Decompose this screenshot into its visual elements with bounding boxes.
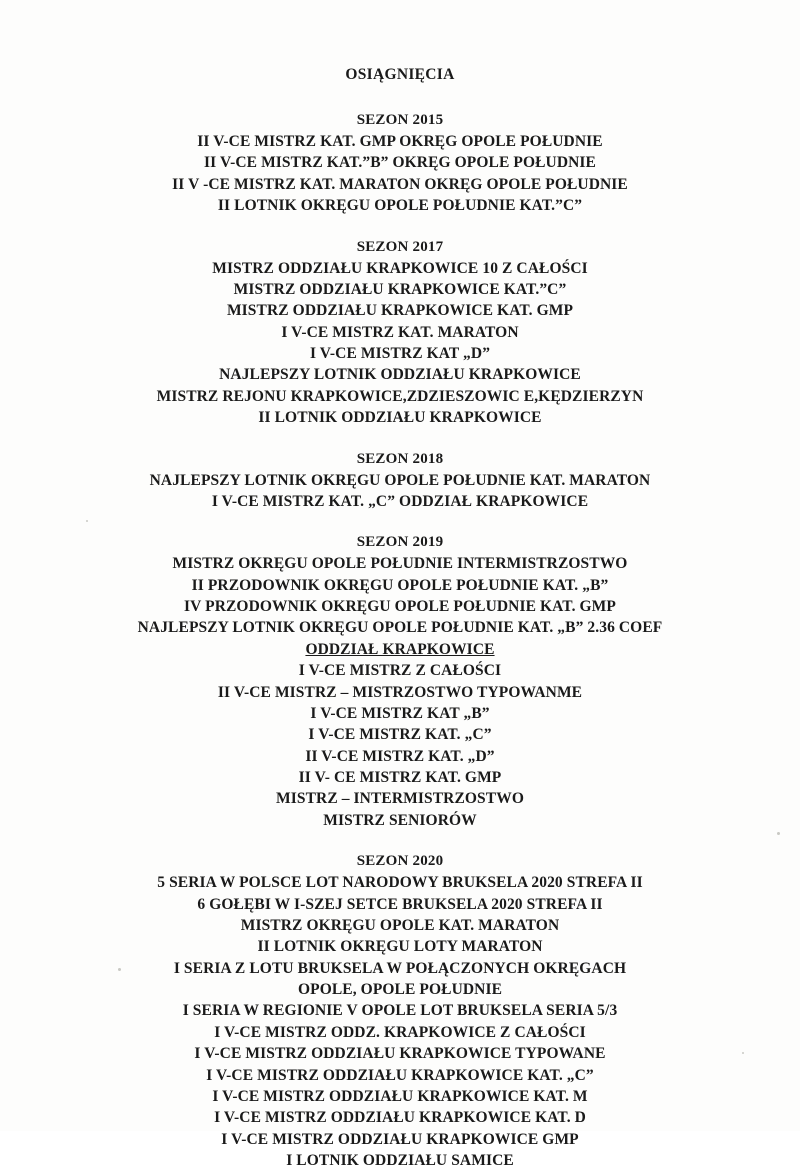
achievement-line: IV PRZODOWNIK OKRĘGU OPOLE POŁUDNIE KAT. GMP: [184, 598, 616, 615]
achievement-line: MISTRZ ODDZIAŁU KRAPKOWICE 10 Z CAŁOŚCI: [212, 259, 588, 277]
season-heading: SEZON 2018: [356, 450, 444, 467]
achievement-line: OPOLE, OPOLE POŁUDNIE: [297, 981, 503, 998]
achievement-line: MISTRZ SENIORÓW: [323, 811, 477, 829]
achievement-line: II V -CE MISTRZ KAT. MARATON OKRĘG OPOLE POŁUDNIE: [172, 175, 628, 193]
achievement-line: 6 GOŁĘBI W I-SZEJ SETCE BRUKSELA 2020 STREFA II: [197, 895, 603, 913]
achievement-line: I V-CE MISTRZ KAT „B”: [310, 704, 490, 722]
season-block: [40, 112, 760, 217]
achievement-line: NAJLEPSZY LOTNIK ODDZIAŁU KRAPKOWICE: [219, 366, 581, 384]
achievements-list: [40, 112, 760, 1171]
achievement-line: MISTRZ ODDZIAŁU KRAPKOWICE KAT. GMP: [226, 302, 574, 320]
achievement-line: I LOTNIK ODDZIAŁU SAMICE: [286, 1152, 514, 1169]
achievement-line: I V-CE MISTRZ ODDZIAŁU KRAPKOWICE GMP: [221, 1130, 579, 1148]
season-heading: SEZON 2017: [356, 238, 444, 255]
season-block: [40, 534, 760, 831]
achievement-line: I V-CE MISTRZ KAT „D”: [309, 345, 491, 362]
achievement-line: I V-CE MISTRZ ODDZIAŁU KRAPKOWICE KAT. M: [212, 1087, 588, 1105]
achievement-line: I V-CE MISTRZ ODDZ. KRAPKOWICE Z CAŁOŚCI: [214, 1023, 586, 1041]
achievement-line: ODDZIAŁ KRAPKOWICE: [305, 640, 495, 658]
season-block: [40, 239, 760, 429]
achievement-line: I SERIA W REGIONIE V OPOLE LOT BRUKSELA SERIA 5/3: [182, 1002, 618, 1020]
achievement-line: MISTRZ OKRĘGU OPOLE POŁUDNIE INTERMISTRZOSTWO: [172, 555, 628, 573]
achievement-line: II V-CE MISTRZ – MISTRZOSTWO TYPOWANME: [217, 683, 583, 701]
achievement-line: I V-CE MISTRZ Z CAŁOŚCI: [298, 662, 502, 680]
achievement-line: MISTRZ OKRĘGU OPOLE KAT. MARATON: [240, 916, 560, 934]
achievement-line: MISTRZ – INTERMISTRZOSTWO: [276, 790, 524, 808]
scan-speckle: [777, 832, 780, 835]
achievement-line: II LOTNIK OKRĘGU LOTY MARATON: [257, 938, 543, 956]
achievement-line: I V-CE MISTRZ KAT. „C” ODDZIAŁ KRAPKOWICE: [211, 492, 589, 510]
achievement-line: I V-CE MISTRZ KAT. „C”: [308, 726, 492, 744]
achievement-line: MISTRZ ODDZIAŁU KRAPKOWICE KAT.”C”: [233, 280, 567, 298]
achievement-line: I SERIA Z LOTU BRUKSELA W POŁĄCZONYCH OKRĘGACH: [173, 959, 627, 977]
achievement-line: I V-CE MISTRZ ODDZIAŁU KRAPKOWICE KAT. „C”: [206, 1066, 594, 1084]
page-title: OSIĄGNIĘCIA: [345, 66, 455, 83]
achievement-line: II V-CE MISTRZ KAT. „D”: [305, 747, 495, 765]
achievement-line: II LOTNIK ODDZIAŁU KRAPKOWICE: [258, 409, 542, 427]
achievement-line: I V-CE MISTRZ ODDZIAŁU KRAPKOWICE KAT. D: [214, 1109, 586, 1127]
achievement-line: II V-CE MISTRZ KAT. GMP OKRĘG OPOLE POŁUDNIE: [197, 133, 603, 150]
achievement-line: 5 SERIA W POLSCE LOT NARODOWY BRUKSELA 2020 STREFA II: [157, 874, 643, 892]
season-heading: SEZON 2020: [356, 853, 444, 870]
achievement-line: II PRZODOWNIK OKRĘGU OPOLE POŁUDNIE KAT. „B”: [191, 576, 609, 594]
achievement-line: MISTRZ REJONU KRAPKOWICE,ZDZIESZOWIC E,KĘDZIERZYN: [156, 387, 644, 405]
season-block: [40, 451, 760, 513]
achievement-line: NAJLEPSZY LOTNIK OKRĘGU OPOLE POŁUDNIE KAT. „B” 2.36 COEF: [137, 619, 663, 637]
achievement-line: I V-CE MISTRZ ODDZIAŁU KRAPKOWICE TYPOWANE: [194, 1045, 606, 1063]
season-block: [40, 853, 760, 1171]
season-heading: SEZON 2015: [356, 112, 444, 128]
season-heading: SEZON 2019: [356, 534, 444, 551]
achievement-line: NAJLEPSZY LOTNIK OKRĘGU OPOLE POŁUDNIE KAT. MARATON: [149, 471, 651, 489]
achievement-line: I V-CE MISTRZ KAT. MARATON: [281, 323, 519, 341]
achievement-line: II LOTNIK OKRĘGU OPOLE POŁUDNIE KAT.”C”: [217, 197, 583, 215]
achievement-line: II V- CE MISTRZ KAT. GMP: [298, 769, 502, 786]
achievement-line: II V-CE MISTRZ KAT.”B” OKRĘG OPOLE POŁUDNIE: [204, 154, 596, 172]
